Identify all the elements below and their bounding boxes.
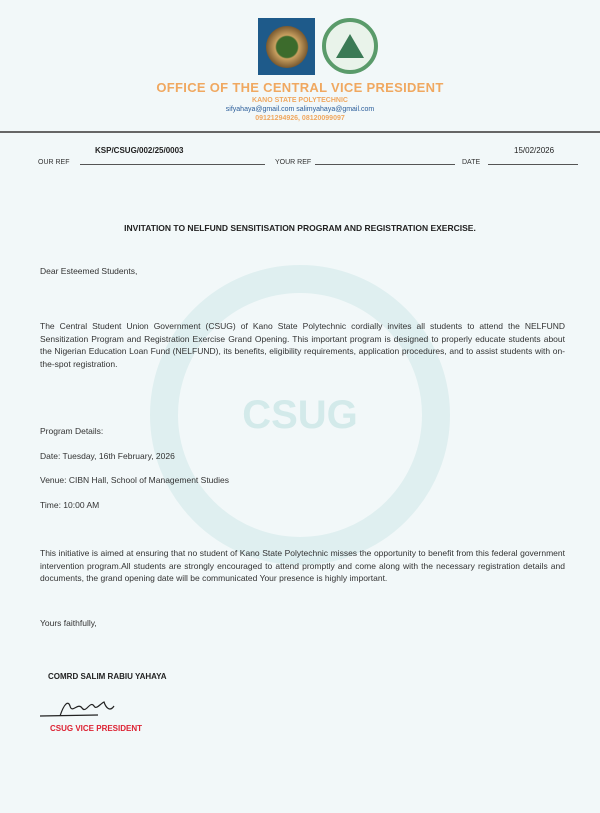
signatory-role: CSUG VICE PRESIDENT [50, 724, 143, 733]
details-date: Date: Tuesday, 16th February, 2026 [40, 451, 175, 461]
salutation: Dear Esteemed Students, [40, 266, 138, 276]
details-label: Program Details: [40, 426, 104, 436]
signature-image [38, 696, 148, 720]
details-time: Time: 10:00 AM [40, 500, 100, 510]
date-line [488, 164, 578, 165]
our-ref-value: KSP/CSUG/002/25/0003 [95, 146, 184, 155]
date-value: 15/02/2026 [514, 146, 555, 155]
paragraph-initiative: This initiative is aimed at ensuring that no student of Kano State Polytechnic misses the opportunity to benefit from this federal government intervention program.All students are strongly encouraged to attend promptly and come along with the necessary registration details and documents, the grand opening date will be communicated Your presence is highly important. [40, 548, 565, 583]
letter-heading: INVITATION TO NELFUND SENSITISATION PROGRAM AND REGISTRATION EXERCISE. [124, 223, 476, 233]
closing: Yours faithfully, [40, 618, 97, 628]
signatory-name: COMRD SALIM RABIU YAHAYA [48, 672, 167, 681]
contact-emails: sifyahaya@gmail.com salimyahaya@gmail.com [225, 106, 375, 113]
union-logo [258, 18, 315, 75]
date-label: DATE [462, 159, 481, 166]
watermark-text: CSUG [242, 392, 358, 437]
our-ref-line [80, 164, 265, 165]
our-ref-label: OUR REF [38, 159, 70, 166]
contact-phones: 09121294926, 08120099097 [255, 115, 345, 122]
paragraph-invitation: The Central Student Union Government (CSUG) of Kano State Polytechnic cordially invites all students to attend the NELFUND Sensitization Program and Registration Exercise Grand Opening. This important program is designed to properly educate students about the Nigerian Education Loan Fund (NELFUND), its benefits, eligibility requirements, application procedures, and to assist students with on-the-spot registration. [40, 321, 565, 369]
csug-watermark [150, 265, 450, 565]
details-venue: Venue: CIBN Hall, School of Management Studies [40, 475, 229, 485]
institution-name: KANO STATE POLYTECHNIC [252, 97, 348, 104]
your-ref-line [315, 164, 455, 165]
your-ref-label: YOUR REF [275, 159, 312, 166]
header-divider [0, 131, 600, 133]
polytechnic-crest [322, 18, 378, 74]
office-title: OFFICE OF THE CENTRAL VICE PRESIDENT [156, 80, 444, 95]
